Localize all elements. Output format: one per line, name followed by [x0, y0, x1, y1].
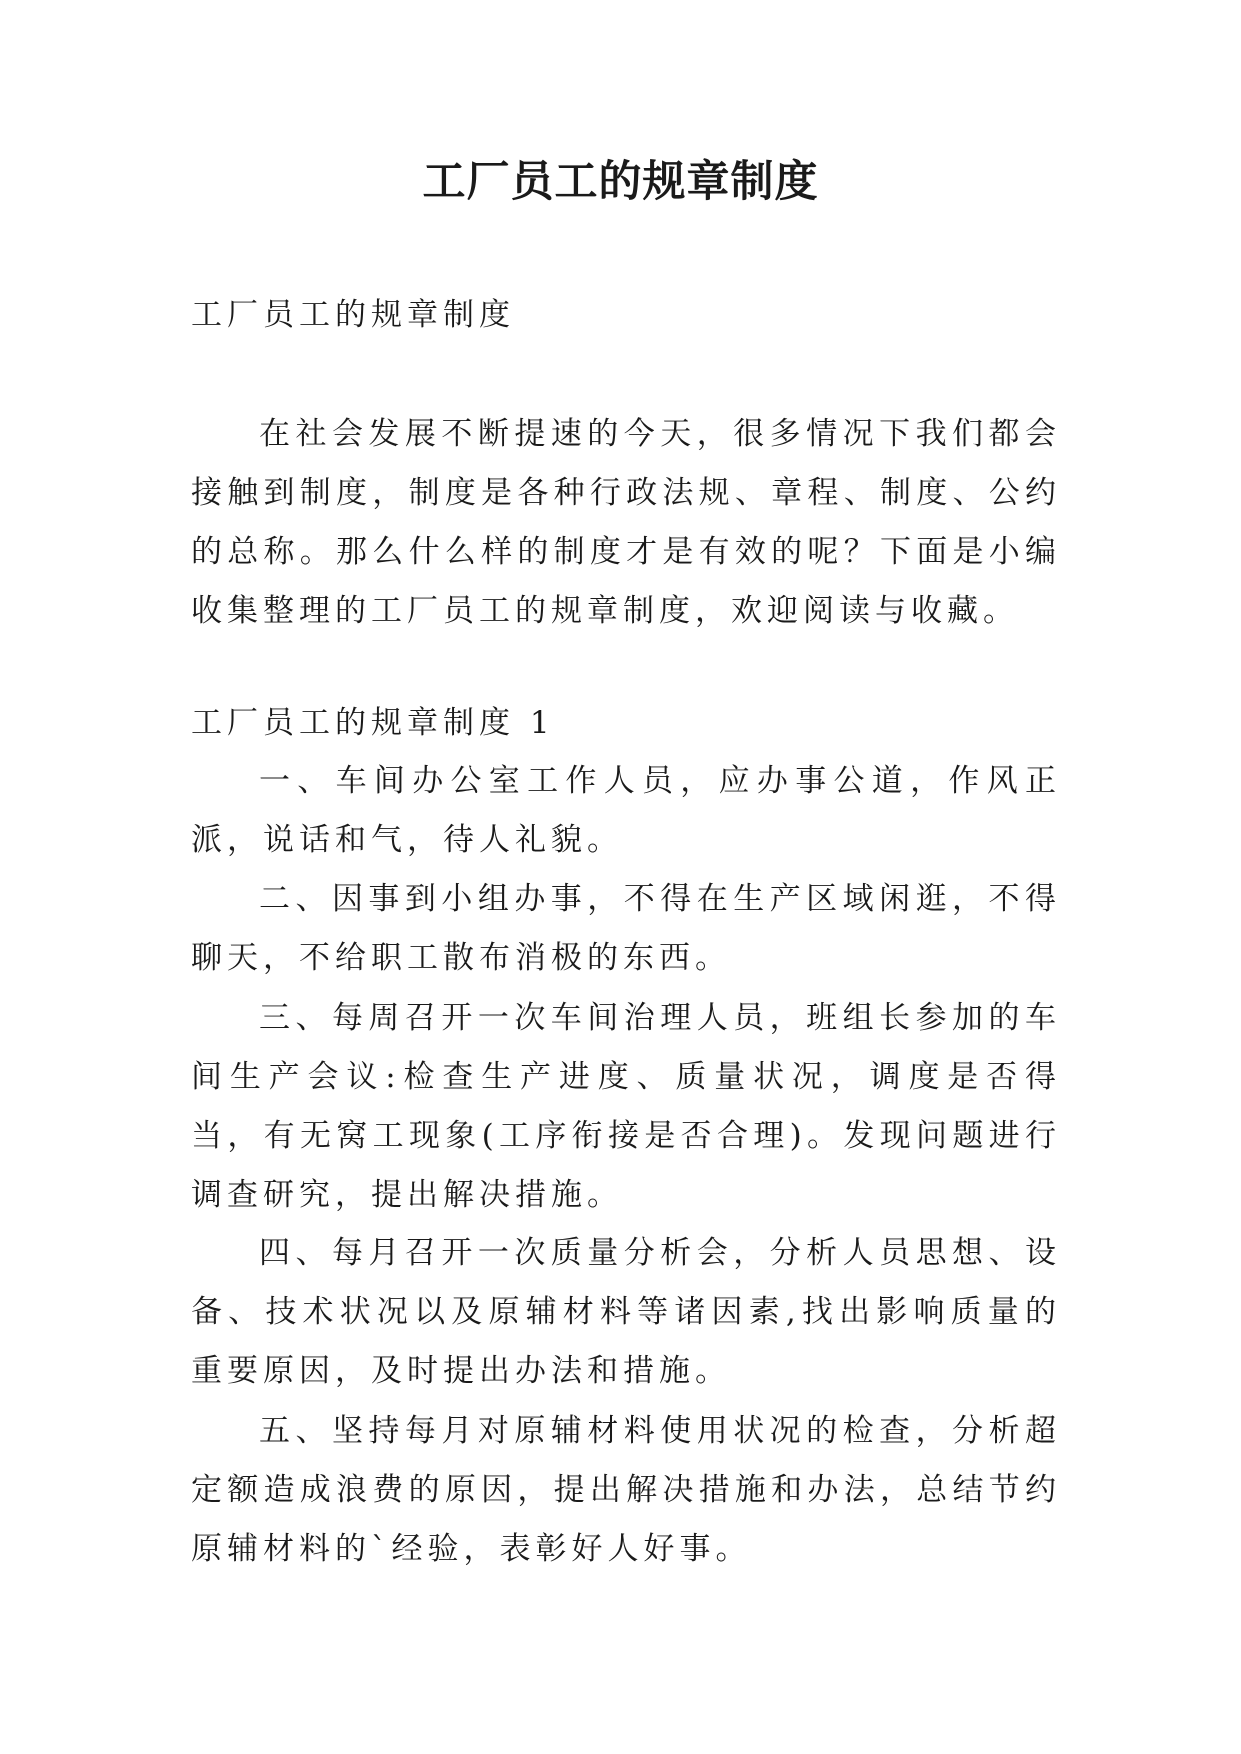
document-title: 工厂员工的规章制度: [422, 157, 819, 207]
rule-paragraph-3: 三、每周召开一次车间治理人员，班组长参加的车间生产会议:检查生产进度、质量状况，调度是否得当，有无窝工现象(工序衔接是否合理)。发现问题进行调查研究，提出解决措施。: [191, 1000, 1061, 1213]
rule-paragraph-4: 四、每月召开一次质量分析会，分析人员思想、设备、技术状况以及原辅材料等诸因素,找出影响质量的重要原因，及时提出办法和措施。: [191, 1235, 1061, 1389]
rule-paragraph-1: 一、车间办公室工作人员，应办事公道，作风正派，说话和气，待人礼貌。: [191, 763, 1061, 858]
intro-paragraph: 在社会发展不断提速的今天，很多情况下我们都会接触到制度，制度是各种行政法规、章程、制度、公约的总称。那么什么样的制度才是有效的呢？下面是小编收集整理的工厂员工的规章制度，欢迎阅读与收藏。: [191, 416, 1061, 629]
section-heading: 工厂员工的规章制度 1: [191, 705, 555, 741]
rule-paragraph-5: 五、坚持每月对原辅材料使用状况的检查，分析超定额造成浪费的原因，提出解决措施和办法，总结节约原辅材料的`经验，表彰好人好事。: [191, 1413, 1061, 1567]
document-subtitle: 工厂员工的规章制度: [191, 297, 515, 333]
rule-paragraph-2: 二、因事到小组办事，不得在生产区域闲逛，不得聊天，不给职工散布消极的东西。: [191, 881, 1061, 976]
